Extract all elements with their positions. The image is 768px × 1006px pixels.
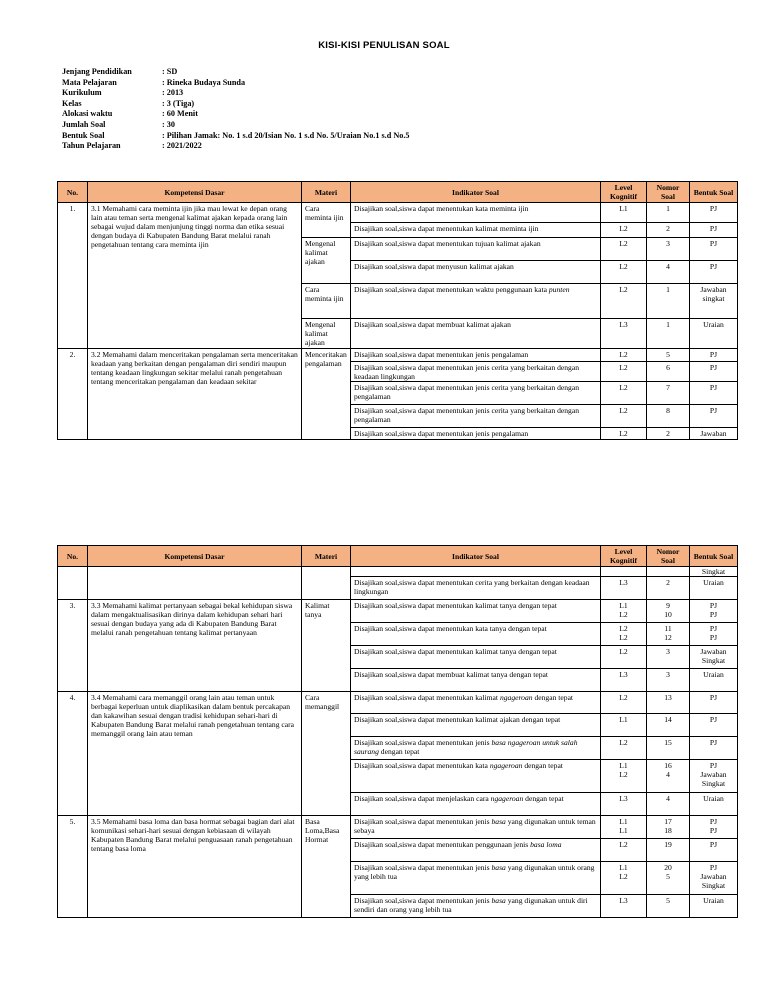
table-row: [58, 203, 738, 223]
level-value: L2: [619, 872, 628, 881]
indikator-text-tail: dengan tepat: [378, 747, 420, 756]
level-cell: [601, 600, 647, 623]
indikator-cell: Disajikan soal,siswa dapat menentukan jenis cerita yang berkaitan dengan pengalaman: [351, 382, 601, 405]
nomor-value: 17: [664, 817, 672, 826]
level-cell: L3: [601, 319, 647, 349]
info-label: Bentuk Soal: [62, 130, 105, 140]
nomor-cell: 3: [647, 669, 690, 692]
bentuk-cell: PJ: [690, 737, 738, 760]
level-cell: L2: [601, 284, 647, 319]
nomor-value: 9: [666, 601, 670, 610]
indikator-cell: Disajikan soal,siswa dapat menentukan kalimat ajakan dengan tepat: [351, 714, 601, 737]
info-value: : Pilihan Jamak: No. 1 s.d 20/Isian No. 1 s.d No. 5/Uraian No.1 s.d No.5: [162, 130, 410, 140]
indikator-text: Disajikan soal,siswa dapat menentukan jenis: [354, 738, 492, 747]
level-value: L2: [619, 624, 628, 633]
bentuk-cell: [690, 862, 738, 895]
nomor-cell: [647, 623, 690, 646]
bentuk-value: PJ: [709, 610, 718, 619]
table-row: [58, 816, 738, 839]
kisi-kisi-table-page-2: [57, 545, 738, 918]
nomor-cell: [647, 600, 690, 623]
nomor-cell: 14: [647, 714, 690, 737]
level-cell: L2: [601, 238, 647, 261]
bentuk-cell: Uraian: [690, 793, 738, 816]
info-value: : 3 (Tiga): [162, 98, 195, 108]
nomor-cell: 19: [647, 839, 690, 862]
info-label: Jenjang Pendidikan: [62, 67, 132, 76]
nomor-cell: [647, 816, 690, 839]
row-number: 5.: [58, 816, 88, 918]
indikator-text-tail: yang digunakan untuk diri sendiri dan orang yang lebih tua: [354, 896, 588, 914]
indikator-cell: [351, 895, 601, 918]
materi-cell: [302, 567, 351, 600]
bentuk-cell: PJ: [690, 362, 738, 382]
level-cell: L2: [601, 692, 647, 714]
nomor-cell: 1: [647, 203, 690, 223]
nomor-cell: 3: [647, 238, 690, 261]
nomor-cell: [647, 862, 690, 895]
info-value: : SD: [162, 67, 178, 76]
bentuk-cell: PJ: [690, 238, 738, 261]
nomor-cell: 1: [647, 319, 690, 349]
bentuk-cell: Uraian: [690, 577, 738, 600]
nomor-cell: 3: [647, 646, 690, 669]
indikator-text: Disajikan soal,siswa dapat menentukan waktu penggunaan kata: [354, 285, 549, 294]
bentuk-cell: PJ: [690, 261, 738, 284]
bentuk-cell: PJ: [690, 692, 738, 714]
materi-cell: Cara meminta ijin: [302, 203, 351, 238]
row-number: 3.: [58, 600, 88, 692]
indikator-cell: [351, 284, 601, 319]
level-cell: [601, 862, 647, 895]
materi-cell: Cara memanggil: [302, 692, 351, 816]
level-cell: L2: [601, 349, 647, 362]
indikator-cell: [351, 816, 601, 839]
level-cell: L2: [601, 223, 647, 238]
bentuk-cell: Singkat: [690, 567, 738, 577]
bentuk-value: PJ: [709, 817, 718, 826]
nomor-cell: 2: [647, 577, 690, 600]
bentuk-cell: PJ: [690, 349, 738, 362]
bentuk-cell: Uraian: [690, 319, 738, 349]
col-header-nomor: Nomor Soal: [647, 182, 690, 203]
level-cell: [601, 623, 647, 646]
bentuk-value: PJ: [709, 624, 718, 633]
indikator-text: Disajikan soal,siswa dapat menentukan jenis: [354, 896, 492, 905]
info-value: : 30: [162, 119, 175, 129]
indikator-text: Disajikan soal,siswa dapat menentukan kalimat: [354, 693, 500, 702]
nomor-cell: 4: [647, 261, 690, 284]
bentuk-cell: PJ: [690, 405, 738, 428]
bentuk-cell: PJ: [690, 839, 738, 862]
nomor-value: 18: [664, 826, 672, 835]
indikator-cell: Disajikan soal,siswa dapat menentukan jenis cerita yang berkaitan dengan pengalaman: [351, 405, 601, 428]
nomor-cell: 2: [647, 223, 690, 238]
col-header-materi: Materi: [302, 546, 351, 567]
bentuk-cell: Uraian: [690, 895, 738, 918]
level-cell: L1: [601, 203, 647, 223]
nomor-cell: 5: [647, 349, 690, 362]
level-cell: [601, 760, 647, 793]
indikator-cell: [351, 793, 601, 816]
kompetensi-cell: 3.1 Memahami cara meminta ijin jika mau lewat ke depan orang lain atau teman serta mengenal kalimat ajakan kepada orang lain sebagai wujud dalam menjunjung tinggi norma dan etika sesuai dengan budaya di Kabupaten Bandung Barat melalui ranah pengetahuan tentang cara meminta ijin: [88, 203, 302, 349]
col-header-no: No.: [58, 546, 88, 567]
bentuk-cell: PJ: [690, 714, 738, 737]
level-cell: L2: [601, 839, 647, 862]
materi-cell: Menceritakan pengalaman: [302, 349, 351, 440]
indikator-text: Disajikan soal,siswa dapat menjelaskan cara: [354, 794, 491, 803]
col-header-bentuk: Bentuk Soal: [690, 546, 738, 567]
info-value: : 60 Menit: [162, 109, 198, 119]
table-row: [58, 600, 738, 623]
nomor-cell: [647, 760, 690, 793]
info-label: Tahun Pelajaran: [62, 141, 121, 151]
nomor-cell: 8: [647, 405, 690, 428]
indikator-text: Disajikan soal,siswa dapat menentukan jenis: [354, 863, 492, 872]
bentuk-cell: [690, 600, 738, 623]
level-value: L1: [619, 817, 628, 826]
materi-cell: Mengenal kalimat ajakan: [302, 319, 351, 349]
level-cell: [601, 567, 647, 577]
indikator-text: Disajikan soal,siswa dapat menentukan penggunaan jenis: [354, 840, 531, 849]
materi-cell: Kalimat tanya: [302, 600, 351, 692]
indikator-italic-term: basa: [491, 863, 506, 872]
info-row: [62, 99, 409, 110]
col-header-level: Level Kognitif: [601, 546, 647, 567]
info-row: [62, 120, 409, 131]
table-row: [58, 567, 738, 577]
indikator-text: Disajikan soal,siswa dapat menentukan kata: [354, 761, 490, 770]
level-cell: L1: [601, 714, 647, 737]
kompetensi-cell: [88, 567, 302, 600]
level-cell: L3: [601, 669, 647, 692]
bentuk-value: Jawaban Singkat: [700, 872, 727, 890]
indikator-text-tail: yang digunakan untuk orang yang lebih tua: [354, 863, 595, 881]
info-value: : Rineka Budaya Sunda: [162, 77, 246, 87]
indikator-text-tail: dengan tepat: [523, 794, 564, 803]
info-label: Kurikulum: [62, 88, 102, 98]
indikator-italic-term: basa loma: [530, 840, 562, 849]
bentuk-value: Jawaban Singkat: [700, 770, 727, 788]
nomor-value: 16: [664, 761, 672, 770]
indikator-italic-term: ngageroan: [490, 794, 524, 803]
nomor-value: 5: [666, 872, 670, 881]
indikator-text: Disajikan soal,siswa dapat menentukan jenis: [354, 817, 492, 826]
info-row: [62, 88, 409, 99]
row-number: 2.: [58, 349, 88, 440]
indikator-cell: [351, 839, 601, 862]
table-row: [58, 349, 738, 362]
nomor-cell: 2: [647, 428, 690, 440]
indikator-cell: Disajikan soal,siswa dapat menentukan kalimat tanya dengan tepat: [351, 646, 601, 669]
level-cell: L2: [601, 405, 647, 428]
col-header-indikator: Indikator Soal: [351, 182, 601, 203]
info-label: Jumlah Soal: [62, 119, 106, 129]
indikator-cell: Disajikan soal,siswa dapat membuat kalimat ajakan: [351, 319, 601, 349]
indikator-cell: Disajikan soal,siswa dapat menentukan jenis cerita yang berkaitan dengan keadaan lingkungan: [351, 362, 601, 382]
nomor-cell: 4: [647, 793, 690, 816]
indikator-italic-term: basa: [491, 896, 506, 905]
level-cell: L3: [601, 577, 647, 600]
col-header-materi: Materi: [302, 182, 351, 203]
indikator-italic-term: ngageroan: [499, 693, 533, 702]
kompetensi-cell: 3.4 Memahami cara memanggil orang lain atau teman untuk berbagai keperluan untuk diaplikasikan dalam bentuk percakapan dan kakawihan sesuai dengan tradisi kehidupan sehari-hari di Kabupaten Bandung Barat melalui ranah pengetahuan tentang cara memanggil orang lain atau teman: [88, 692, 302, 816]
row-number: 1.: [58, 203, 88, 349]
table-header-row: [58, 546, 738, 567]
info-label: Alokasi waktu: [62, 109, 113, 119]
level-cell: L2: [601, 261, 647, 284]
indikator-cell: [351, 862, 601, 895]
level-cell: L3: [601, 793, 647, 816]
level-value: L2: [619, 770, 628, 779]
info-label: Kelas: [62, 98, 82, 108]
kisi-kisi-table-page-1: [57, 181, 738, 440]
kompetensi-cell: 3.5 Memahami basa loma dan basa hormat sebagai bagian dari alat komunikasi sehari-hari sesuai dengan kebiasaan di wilayah Kabupaten Bandung Barat melalui penguasaan ranah pengetahuan tentang basa loma: [88, 816, 302, 918]
nomor-value: 12: [664, 633, 672, 642]
nomor-cell: 7: [647, 382, 690, 405]
col-header-kompetensi: Kompetensi Dasar: [88, 546, 302, 567]
indikator-italic-term: punten: [548, 285, 570, 294]
nomor-cell: 1: [647, 284, 690, 319]
info-row: [62, 131, 409, 142]
indikator-cell: Disajikan soal,siswa dapat menentukan tujuan kalimat ajakan: [351, 238, 601, 261]
bentuk-value: PJ: [709, 633, 718, 642]
level-cell: L2: [601, 646, 647, 669]
indikator-cell: Disajikan soal,siswa dapat menentukan kata meminta ijin: [351, 203, 601, 223]
level-cell: L2: [601, 428, 647, 440]
document-title: KISI-KISI PENULISAN SOAL: [318, 40, 450, 51]
nomor-cell: 6: [647, 362, 690, 382]
nomor-cell: 13: [647, 692, 690, 714]
bentuk-value: PJ: [709, 863, 718, 872]
bentuk-cell: Jawaban singkat: [690, 284, 738, 319]
nomor-value: 10: [664, 610, 672, 619]
indikator-cell: [351, 692, 601, 714]
info-label: Mata Pelajaran: [62, 77, 117, 87]
bentuk-cell: [690, 760, 738, 793]
info-value: : 2013: [162, 88, 184, 98]
nomor-value: 20: [664, 863, 672, 872]
level-value: L1: [619, 761, 628, 770]
table-row: [58, 692, 738, 714]
indikator-italic-term: basa ngageroan untuk salah saurang: [354, 738, 578, 756]
materi-cell: Cara meminta ijin: [302, 284, 351, 319]
bentuk-cell: PJ: [690, 382, 738, 405]
bentuk-cell: [690, 623, 738, 646]
bentuk-cell: Uraian: [690, 669, 738, 692]
col-header-no: No.: [58, 182, 88, 203]
bentuk-value: PJ: [709, 826, 718, 835]
row-number: 4.: [58, 692, 88, 816]
indikator-text-tail: dengan tepat: [532, 693, 574, 702]
materi-cell: Basa Loma,Basa Hormat: [302, 816, 351, 918]
nomor-cell: 15: [647, 737, 690, 760]
level-value: L1: [619, 601, 628, 610]
table-header-row: [58, 182, 738, 203]
indikator-cell: Disajikan soal,siswa dapat menentukan cerita yang berkaitan dengan keadaan lingkungan: [351, 577, 601, 600]
indikator-cell: Disajikan soal,siswa dapat menyusun kalimat ajakan: [351, 261, 601, 284]
indikator-cell: Disajikan soal,siswa dapat menentukan jenis pengalaman: [351, 349, 601, 362]
bentuk-value: PJ: [709, 761, 718, 770]
indikator-cell: Disajikan soal,siswa dapat menentukan kalimat tanya dengan tepat: [351, 600, 601, 623]
indikator-cell: [351, 760, 601, 793]
kompetensi-cell: 3.3 Memahami kalimat pertanyaan sebagai bekal kehidupan siswa dalam mengaktualisasikan dirinya dalam kehidupan sehari hari sesuai dengan budaya yang ada di Kabupaten Bandung Barat melalui ranah pengetahuan tentang kalimat pertanyaan: [88, 600, 302, 692]
indikator-cell: Disajikan soal,siswa dapat membuat kalimat tanya dengan tepat: [351, 669, 601, 692]
info-row: [62, 109, 409, 120]
level-cell: L3: [601, 895, 647, 918]
level-value: L2: [619, 610, 628, 619]
nomor-cell: 5: [647, 895, 690, 918]
indikator-cell: Disajikan soal,siswa dapat menentukan jenis pengalaman: [351, 428, 601, 440]
kompetensi-cell: 3.2 Memahami dalam menceritakan pengalaman serta menceritakan keadaan yang berkaitan dengan pengalaman diri sendiri maupun tentang keadaan lingkungan sekitar melalui ranah pengetahuan tentang menceritakan pengalaman dan keadaan sekitar: [88, 349, 302, 440]
info-row: [62, 78, 409, 89]
bentuk-cell: Jawaban: [690, 428, 738, 440]
col-header-kompetensi: Kompetensi Dasar: [88, 182, 302, 203]
level-cell: L2: [601, 362, 647, 382]
indikator-cell: Disajikan soal,siswa dapat menentukan kalimat meminta ijin: [351, 223, 601, 238]
col-header-nomor: Nomor Soal: [647, 546, 690, 567]
level-value: L2: [619, 633, 628, 642]
indikator-cell: Disajikan soal,siswa dapat menentukan kata tanya dengan tepat: [351, 623, 601, 646]
col-header-indikator: Indikator Soal: [351, 546, 601, 567]
info-row: [62, 67, 409, 78]
col-header-level: Level Kognitif: [601, 182, 647, 203]
level-cell: [601, 816, 647, 839]
bentuk-cell: PJ: [690, 203, 738, 223]
materi-cell: Mengenal kalimat ajakan: [302, 238, 351, 284]
indikator-cell: [351, 567, 601, 577]
level-cell: L2: [601, 382, 647, 405]
col-header-bentuk: Bentuk Soal: [690, 182, 738, 203]
level-value: L1: [619, 826, 628, 835]
indikator-text-tail: yang digunakan untuk teman sebaya: [354, 817, 596, 835]
info-row: [62, 141, 409, 152]
bentuk-cell: Jawaban Singkat: [690, 646, 738, 669]
indikator-italic-term: ngageroan: [489, 761, 523, 770]
level-value: L1: [619, 863, 628, 872]
nomor-value: 4: [666, 770, 670, 779]
nomor-cell: [647, 567, 690, 577]
row-number: [58, 567, 88, 600]
indikator-cell: [351, 737, 601, 760]
nomor-value: 11: [664, 624, 672, 633]
document-info: [62, 67, 409, 152]
indikator-text-tail: dengan tepat: [522, 761, 563, 770]
bentuk-value: PJ: [709, 601, 718, 610]
bentuk-cell: PJ: [690, 223, 738, 238]
level-cell: L2: [601, 737, 647, 760]
info-value: : 2021/2022: [162, 141, 202, 151]
indikator-italic-term: basa: [491, 817, 506, 826]
bentuk-cell: [690, 816, 738, 839]
